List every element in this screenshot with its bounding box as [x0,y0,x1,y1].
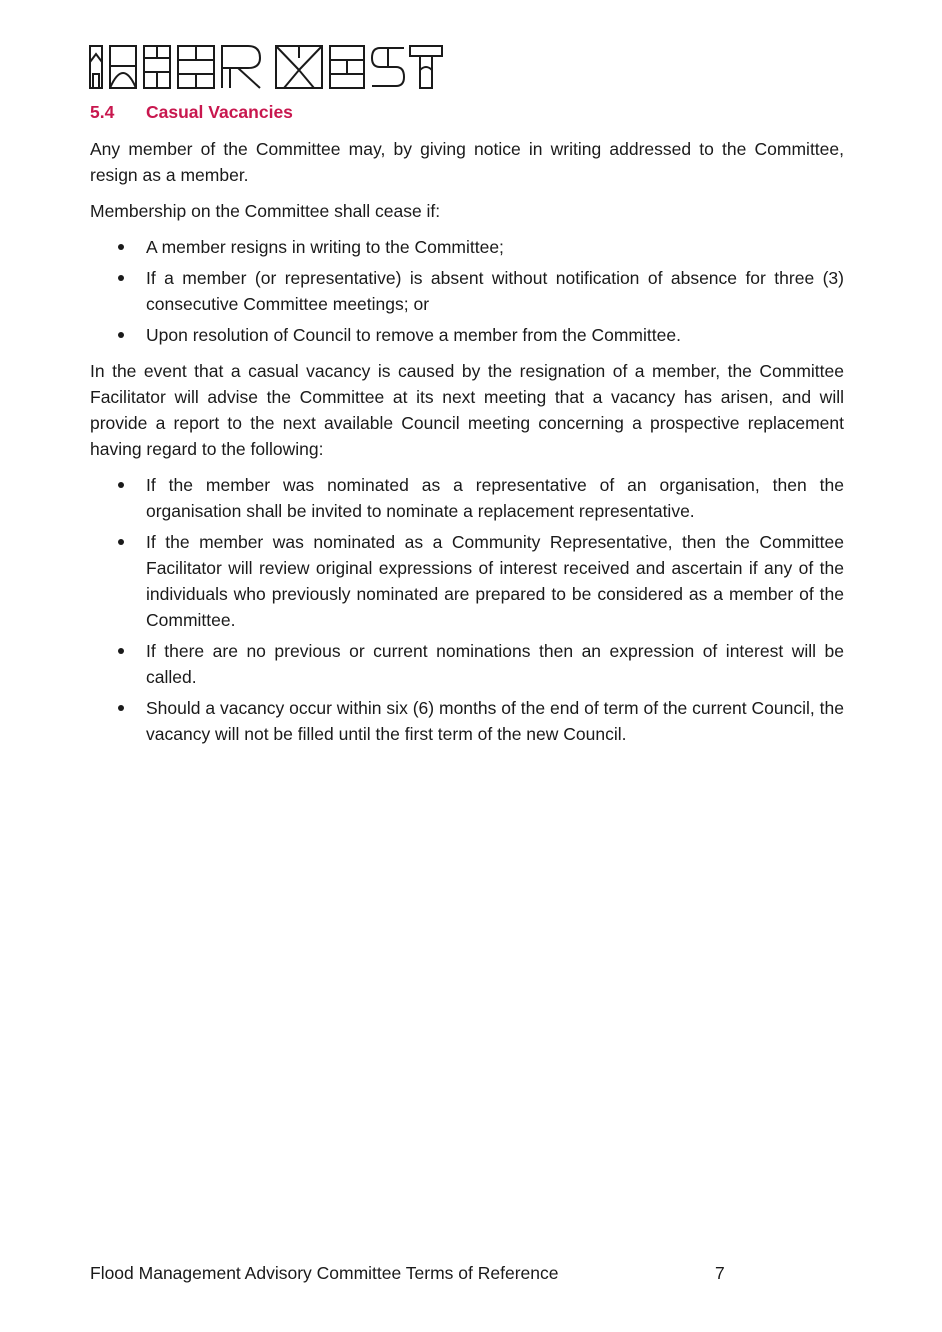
replacement-list [90,472,844,747]
list-item: Upon resolution of Council to remove a member from the Committee. [90,322,844,348]
resignation-paragraph: Any member of the Committee may, by giving notice in writing addressed to the Committee, resign as a member. [90,139,844,185]
membership-cease-paragraph: Membership on the Committee shall cease if: [90,201,441,221]
section-title: Casual Vacancies [146,102,293,122]
document-body [90,136,844,757]
list-item: If there are no previous or current nominations then an expression of interest will be called. [90,638,844,690]
page-number: 7 [715,1263,725,1283]
list-item: If the member was nominated as a Community Representative, then the Committee Facilitator will review original expressions of interest received and ascertain if any of the individuals who previously nominated are prepared to be considered as a member of the Committee. [90,529,844,633]
list-item: If the member was nominated as a representative of an organisation, then the organisation shall be invited to nominate a replacement representative. [90,472,844,524]
list-item: A member resigns in writing to the Committee; [90,234,844,260]
section-number: 5.4 [90,102,115,122]
footer-document-title: Flood Management Advisory Committee Terms of Reference [90,1263,559,1283]
cease-conditions-list [90,234,844,348]
section-heading [90,102,293,123]
list-item: Should a vacancy occur within six (6) months of the end of term of the current Council, the vacancy will not be filled until the first term of the new Council. [90,695,844,747]
inner-west-logo-icon [88,44,444,90]
list-item: If a member (or representative) is absent without notification of absence for three (3) consecutive Committee meetings; or [90,265,844,317]
casual-vacancy-paragraph: In the event that a casual vacancy is caused by the resignation of a member, the Committee Facilitator will advise the Committee at its next meeting that a vacancy has arisen, and will provide a report to the next available Council meeting concerning a prospective replacement having regard to the following: [90,361,844,459]
